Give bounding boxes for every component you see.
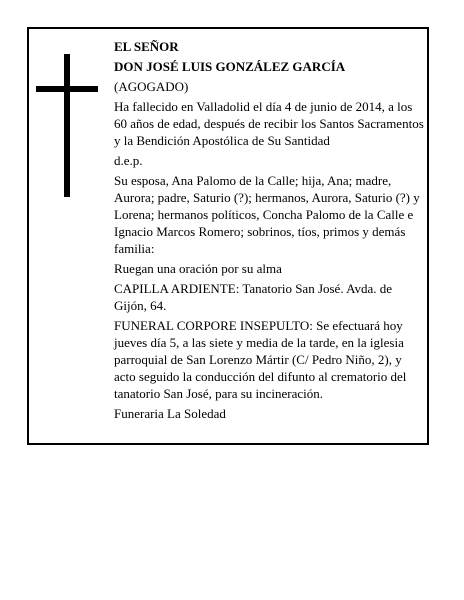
notice-title-line2: DON JOSÉ LUIS GONZÁLEZ GARCÍA	[114, 59, 346, 74]
latin-cross-icon	[36, 54, 98, 197]
cross-vertical-bar	[64, 54, 70, 197]
family-list: Su esposa, Ana Palomo de la Calle; hija, Ana; madre, Aurora; padre, Saturio (?); hermanos, Aurora, Saturio (?) y Lorena; hermanos políticos, Concha Palomo de la Calle e Ignacio Marcos Romero; sobrinos, tíos, primos y demás familia:	[114, 173, 420, 256]
funeral-home: Funeraria La Soledad	[114, 406, 226, 421]
cross-horizontal-bar	[36, 86, 98, 92]
deceased-nickname: (AGOGADO)	[114, 79, 189, 94]
prayer-request: Ruegan una oración por su alma	[114, 261, 282, 276]
funeral-info: FUNERAL CORPORE INSEPULTO: Se efectuará hoy jueves día 5, a las siete y media de la tarde, en la iglesia parroquial de San Lorenzo Mártir (C/ Pedro Niño, 2), y acto seguido la conducción del difunto al crematorio del tanatorio San José, para su incineración.	[114, 318, 407, 401]
notice-text	[114, 38, 424, 425]
death-announcement: Ha fallecido en Valladolid el día 4 de junio de 2014, a los 60 años de edad, después de recibir los Santos Sacramentos y la Bendición Apostólica de Su Santidad	[114, 99, 424, 148]
rip-abbreviation: d.e.p.	[114, 153, 143, 168]
notice-title-line1: EL SEÑOR	[114, 39, 179, 54]
chapel-info: CAPILLA ARDIENTE: Tanatorio San José. Avda. de Gijón, 64.	[114, 281, 393, 313]
